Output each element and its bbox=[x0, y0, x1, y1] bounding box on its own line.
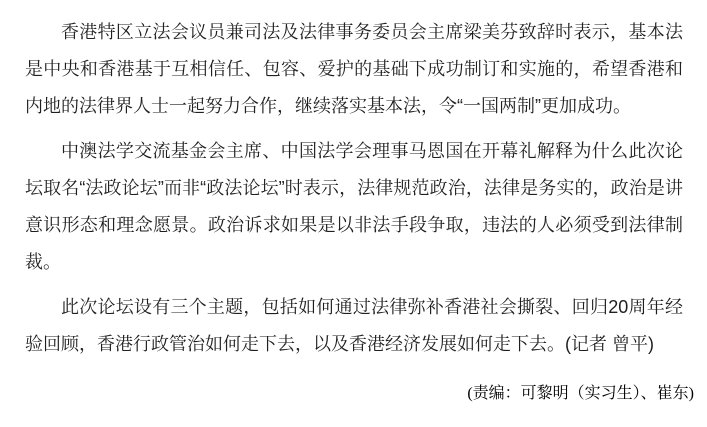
article-paragraph: 香港特区立法会议员兼司法及法律事务委员会主席梁美芬致辞时表示，基本法是中央和香港基于互相信任、包容、爱护的基础下成功制订和实施的，希望香港和内地的法律界人士一起努力合作，继续落实基本法，令“一国两制”更加成功。 bbox=[25, 22, 683, 116]
editor-byline: (责编：可黎明（实习生）、崔东) bbox=[467, 385, 694, 402]
article-paragraph: 此次论坛设有三个主题，包括如何通过法律弥补香港社会撕裂、回归20周年经验回顾，香港行政管治如何走下去，以及香港经济发展如何走下去。(记者 曾平) bbox=[25, 297, 683, 354]
article-paragraph: 中澳法学交流基金会主席、中国法学会理事马恩国在开幕礼解释为什么此次论坛取名“法政论坛”而非“政法论坛”时表示，法律规范政治，法律是务实的，政治是讲意识形态和理念愿景。政治诉求如果是以非法手段争取，违法的人必须受到法律制裁。 bbox=[25, 141, 683, 272]
